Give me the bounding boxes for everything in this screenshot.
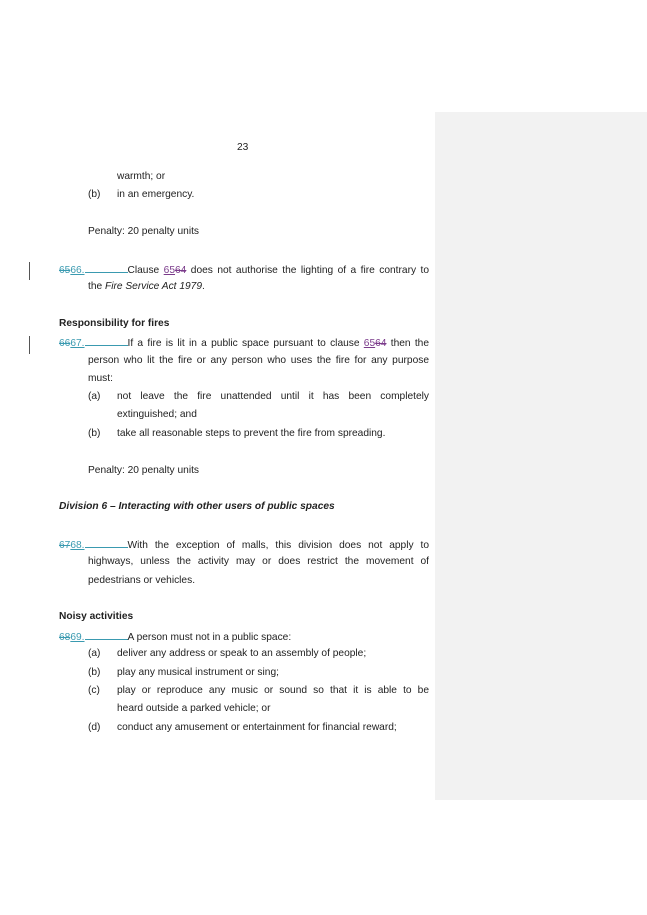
clause-67: 6667. If a fire is lit in a public space pursuant to clause 6564 then the xyxy=(59,338,429,349)
text-line: deliver any address or speak to an assembly of people; xyxy=(117,648,367,659)
comments-pane xyxy=(435,112,647,800)
list-label: (d) xyxy=(88,722,101,733)
list-label: (b) xyxy=(88,189,101,200)
list-label: (a) xyxy=(88,648,101,659)
heading: Noisy activities xyxy=(59,611,134,622)
page-number: 23 xyxy=(237,142,249,153)
text-line: heard outside a parked vehicle; or xyxy=(117,703,271,714)
text-line: conduct any amusement or entertainment for financial reward; xyxy=(117,722,397,733)
change-bar xyxy=(29,262,30,280)
list-label: (a) xyxy=(88,391,101,402)
text-line: play or reproduce any music or sound so that it is able to be xyxy=(117,685,429,696)
heading: Responsibility for fires xyxy=(59,318,170,329)
list-label: (b) xyxy=(88,428,101,439)
text-line: pedestrians or vehicles. xyxy=(88,575,196,586)
text-line: in an emergency. xyxy=(117,189,195,200)
change-bar xyxy=(29,336,30,354)
clause-69: 6869. A person must not in a public space: xyxy=(59,632,292,643)
text-line: person who lit the fire or any person who uses the fire for any purpose xyxy=(88,355,429,366)
text-line: warmth; or xyxy=(117,171,166,182)
penalty: Penalty: 20 penalty units xyxy=(88,226,200,237)
text-line: play any musical instrument or sing; xyxy=(117,667,279,678)
list-label: (b) xyxy=(88,667,101,678)
text-line: highways, unless the activity may or does restrict the movement of xyxy=(88,556,429,567)
text-line: take all reasonable steps to prevent the fire from spreading. xyxy=(117,428,386,439)
text-line: must: xyxy=(88,373,113,384)
text-line: not leave the fire unattended until it has been completely xyxy=(117,391,429,402)
list-label: (c) xyxy=(88,685,100,696)
clause-66: 6566. Clause 6564 does not authorise the lighting of a fire contrary to xyxy=(59,265,429,276)
text-line: the Fire Service Act 1979. xyxy=(88,281,205,292)
text-line: extinguished; and xyxy=(117,409,197,420)
clause-68: 6768. With the exception of malls, this division does not apply to xyxy=(59,540,429,551)
penalty: Penalty: 20 penalty units xyxy=(88,465,200,476)
division-heading: Division 6 – Interacting with other users of public spaces xyxy=(59,501,335,512)
